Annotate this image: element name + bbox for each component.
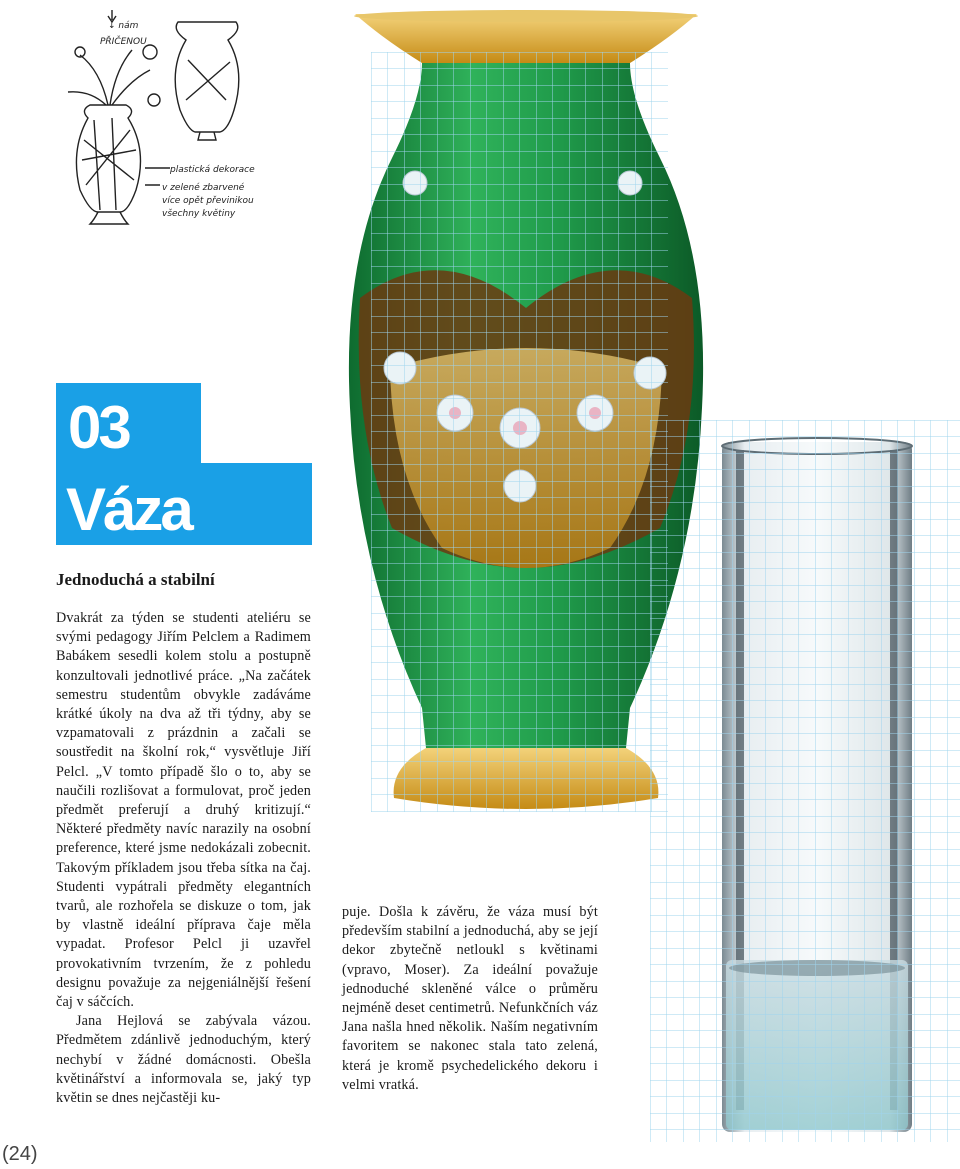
glass-vase-photo <box>650 420 960 1142</box>
body-paragraph: Jana Hejlová se zabývala vázou. Předmětem zdánlivě jednoduchým, který nechybí v žádné domácnosti. Obešla květinářství a informovala se, jaký typ květin se dnes nejčastěji ku- <box>56 1013 311 1107</box>
body-column-2 <box>342 903 598 1095</box>
vase-sketch <box>50 0 300 235</box>
sketch-note-4: v zelené zbarvené <box>162 183 245 193</box>
sketch-note-5: více opět převinikou <box>162 196 254 206</box>
body-paragraph: puje. Došla k závěru, že váza musí být především stabilní a jednoduchá, aby se její dekor zbytečně netloukl s květinami (vpravo, Moser). Za ideální považuje jednoduché skleněné válce o průměru nejméně deset centimetrů. Nefunkčních váz Jana našla hned několik. Naším negativním favoritem se nakonec stala tato zelená, která je kromě psychedelického dekoru i velmi vratká. <box>342 904 598 1093</box>
subheading: Jednoduchá a stabilní <box>56 570 215 589</box>
body-paragraph: Dvakrát za týden se studenti ateliéru se svými pedagogy Jiřím Pelclem a Radimem Babákem sesedli kolem stolu a postupně konzultovali jednotlivé práce. „Na začátek semestru studentům obvykle zadáváme krátké úkoly na dva až tři týdny, aby se vzpamatovali z prázdnin a začali se soustředit na školní rok,“ vysvětluje Jiří Pelcl. „V tomto případě šlo o to, aby se naučili rozlišovat a formulovat, proč jeden předmět preferují a druhý kritizují.“ Některé předměty navíc narazily na osobní preference, které jsme nedokázali zobecnit. Takovým příkladem jsou třeba sítka na čaj. Studenti vypátrali předměty elegantních tvarů, ale rozhořela se diskuze o tom, jak by vlastně ideální příprava čaje měla vypadat. Profesor Pelcl ji uzavřel provokativním tvrzením, že z pohledu designu považuje za nejgeniálnější řešení čaj v sáčcích. <box>56 610 311 1011</box>
page-number: (24) <box>2 1143 38 1165</box>
section-title: Váza <box>66 476 191 543</box>
sketch-note-2: PŘIČENOU <box>100 37 147 47</box>
sketch-note-3: plastická dekorace <box>170 165 255 175</box>
body-column-1 <box>56 609 311 1108</box>
sketch-note-6: všechny květiny <box>162 209 236 219</box>
sketch-note-1: ↓ nám <box>108 21 139 31</box>
section-number: 03 <box>68 394 129 461</box>
